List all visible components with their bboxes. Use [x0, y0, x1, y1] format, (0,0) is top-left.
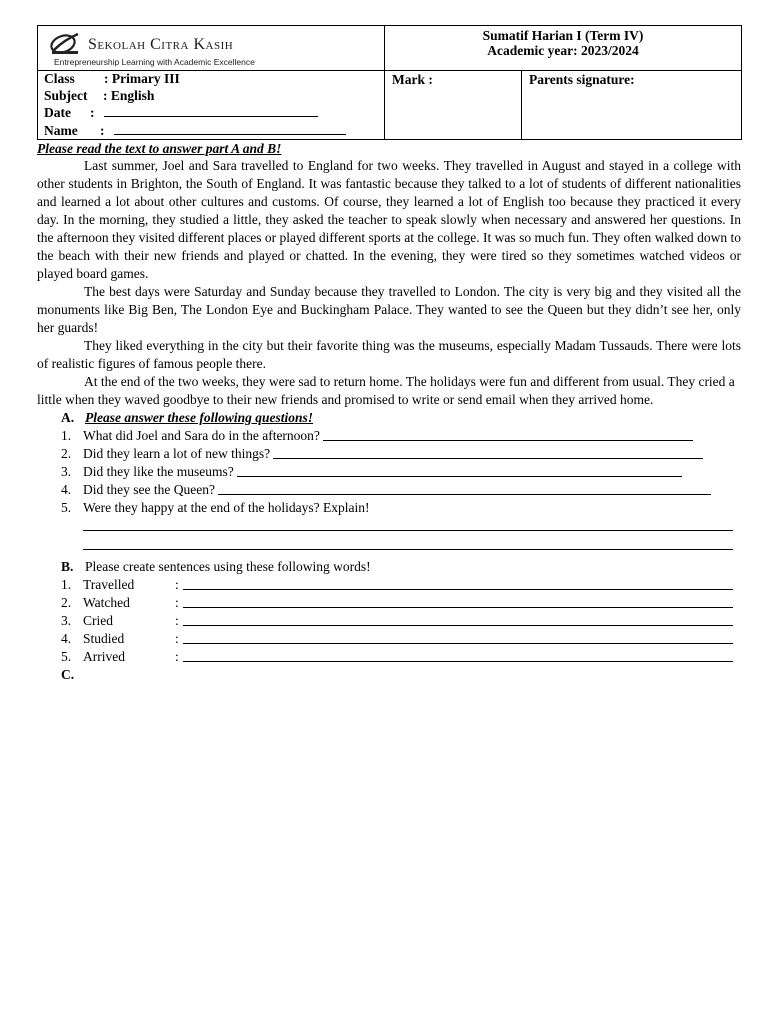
- word-number: 2.: [61, 595, 72, 610]
- name-field[interactable]: [114, 122, 346, 135]
- section-b-label: B.: [61, 559, 74, 574]
- answer-line[interactable]: [218, 481, 711, 495]
- school-name: Sekolah Citra Kasih: [88, 36, 234, 53]
- word-colon: :: [175, 595, 179, 610]
- reading-instruction: Please read the text to answer part A and B!: [37, 141, 282, 156]
- question-text: Were they happy at the end of the holidays? Explain!: [83, 500, 370, 515]
- word-text: Cried: [83, 613, 113, 628]
- school-tagline: Entrepreneurship Learning with Academic Excellence: [54, 57, 255, 67]
- section-a-title: Please answer these following questions!: [85, 410, 314, 425]
- name-row: [44, 122, 384, 140]
- section-b-heading: [37, 558, 741, 576]
- section-c-heading: [37, 666, 741, 684]
- word-colon: :: [175, 613, 179, 628]
- date-row: [44, 104, 384, 122]
- section-a-label: A.: [61, 410, 75, 425]
- date-label: Date: [44, 105, 71, 120]
- class-value: : Primary III: [104, 71, 180, 86]
- class-label: Class: [44, 71, 75, 86]
- word-text: Watched: [83, 595, 130, 610]
- answer-line[interactable]: [83, 517, 733, 531]
- question-number: 5.: [61, 500, 72, 515]
- subject-value: : English: [103, 87, 155, 103]
- word-row-1: [37, 576, 741, 594]
- date-value: :: [90, 105, 95, 120]
- word-colon: :: [175, 577, 179, 592]
- term-title: Sumatif Harian I (Term IV): [482, 28, 644, 43]
- sentence-line[interactable]: [183, 648, 733, 662]
- word-row-4: [37, 630, 741, 648]
- school-logo-cell: [38, 26, 385, 71]
- subject-label: Subject: [44, 87, 88, 103]
- sentence-line[interactable]: [183, 630, 733, 644]
- reading-paragraph-4: At the end of the two weeks, they were sad to return home. The holidays were fun and different from usual. They cried a little when they waved goodbye to their new friends and promised to write or send email when they arrived home.: [37, 374, 735, 407]
- word-number: 4.: [61, 631, 72, 646]
- reading-paragraph-2: The best days were Saturday and Sunday because they travelled to London. The city is very big and they visited all the monuments like Big Ben, The London Eye and Buckingham Palace. They wanted to see the Queen but they didn’t see her, only her guards!: [37, 284, 741, 335]
- worksheet-page: [37, 25, 741, 684]
- school-logo-icon: [48, 30, 82, 56]
- word-number: 3.: [61, 613, 72, 628]
- answer-line[interactable]: [83, 536, 733, 550]
- subject-row: [44, 88, 384, 105]
- term-info-cell: [385, 26, 742, 71]
- name-label: Name: [44, 122, 78, 138]
- word-row-2: [37, 594, 741, 612]
- section-b-title: Please create sentences using these following words!: [85, 559, 371, 574]
- answer-line[interactable]: [237, 463, 682, 477]
- word-text: Travelled: [83, 577, 135, 592]
- word-number: 5.: [61, 649, 72, 664]
- header-table: [37, 25, 742, 140]
- reading-paragraph-3: They liked everything in the city but their favorite thing was the museums, especially Madam Tussauds. There were lots of realistic figures of famous people there.: [37, 338, 741, 371]
- mark-label: Mark :: [392, 72, 433, 87]
- parents-signature-label: Parents signature:: [529, 72, 635, 87]
- sentence-line[interactable]: [183, 594, 733, 608]
- question-text: Did they learn a lot of new things?: [83, 446, 271, 461]
- question-number: 4.: [61, 482, 72, 497]
- question-5: [37, 499, 741, 517]
- question-text: Did they like the museums?: [83, 464, 234, 479]
- answer-line[interactable]: [323, 427, 693, 441]
- student-info-cell: [38, 71, 385, 140]
- question-3: [37, 463, 741, 481]
- word-colon: :: [175, 631, 179, 646]
- answer-line[interactable]: [273, 445, 703, 459]
- question-2: [37, 445, 741, 463]
- question-number: 1.: [61, 428, 72, 443]
- question-number: 3.: [61, 464, 72, 479]
- question-number: 2.: [61, 446, 72, 461]
- word-text: Arrived: [83, 649, 125, 664]
- word-colon: :: [175, 649, 179, 664]
- section-c-label: C.: [61, 667, 75, 682]
- sentence-line[interactable]: [183, 612, 733, 626]
- question-1: [37, 427, 741, 445]
- word-row-5: [37, 648, 741, 666]
- name-value: :: [100, 122, 105, 138]
- section-a-heading: [37, 409, 741, 427]
- question-text: What did Joel and Sara do in the afternoon?: [83, 428, 320, 443]
- sentence-line[interactable]: [183, 576, 733, 590]
- class-row: [44, 71, 384, 88]
- word-number: 1.: [61, 577, 72, 592]
- word-row-3: [37, 612, 741, 630]
- reading-paragraph-1: Last summer, Joel and Sara travelled to England for two weeks. They travelled in August and stayed in a college with other students in Brighton, the South of England. It was fantastic because they talked to a lot of students of different nationalities and learned a lot about other cultures and customs. Of course, they learned a lot of English too because they practiced it every day. In the morning, they studied a little, they asked the teacher to speak slowly when necessary and answered her questions. In the afternoon they visited different places or played different sports at the college. It was so much fun. They often walked down to the beach with their new friends and played or chatted. In the evening, they were tired so they sometimes watched videos or played board games.: [37, 158, 741, 281]
- date-field[interactable]: [104, 104, 318, 117]
- mark-cell[interactable]: [385, 71, 522, 140]
- question-4: [37, 481, 741, 499]
- word-text: Studied: [83, 631, 125, 646]
- parents-signature-cell[interactable]: [522, 71, 742, 140]
- academic-year: Academic year: 2023/2024: [487, 43, 639, 58]
- question-text: Did they see the Queen?: [83, 482, 215, 497]
